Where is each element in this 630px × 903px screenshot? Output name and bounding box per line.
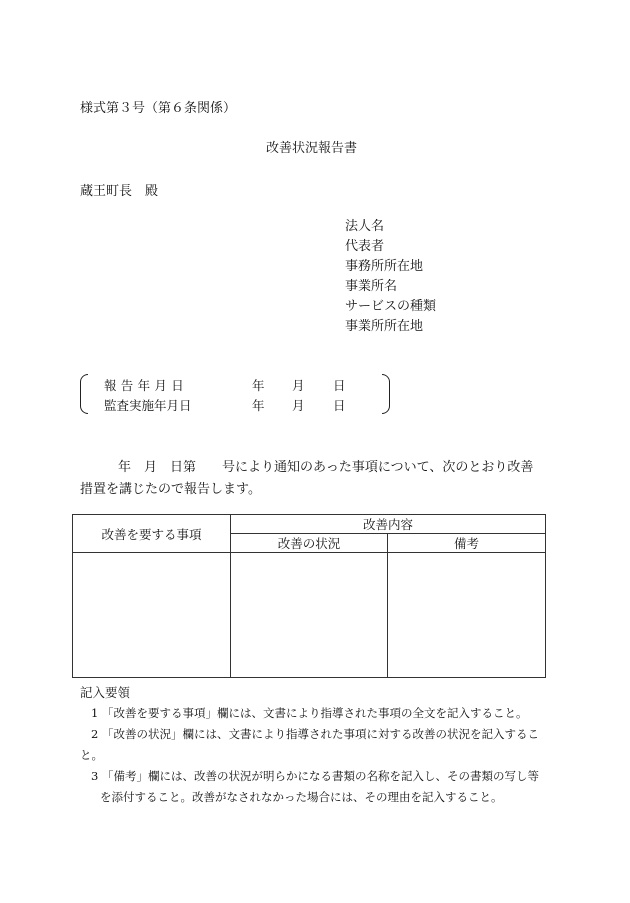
body-line-2: 措置を講じたので報告します。 <box>80 482 261 497</box>
instructions <box>80 682 560 808</box>
audit-year: 年 <box>252 398 265 413</box>
report-year: 年 <box>252 378 265 393</box>
field-business-address: 事業所所在地 <box>345 319 424 334</box>
audit-day: 日 <box>333 398 346 413</box>
col-items-header: 改善を要する事項 <box>73 515 231 553</box>
audit-date-label: 監査実施年月日 <box>104 398 192 413</box>
body-line-1: 年 月 日第 号により通知のあった事項について、次のとおり改善 <box>118 460 534 475</box>
submitter-fields <box>345 217 436 337</box>
instruction-1: 1 「改善を要する事項」欄には、文書により指導された事項の全文を記入すること。 <box>91 706 528 720</box>
improvement-table <box>72 514 546 678</box>
field-service-type: サービスの種類 <box>345 299 437 314</box>
instruction-3: 3 「備考」欄には、改善の状況が明らかになる書類の名称を記入し、その書類の写し等 <box>91 769 539 783</box>
instructions-heading: 記入要領 <box>80 685 131 700</box>
report-day: 日 <box>333 378 346 393</box>
page-title: 改善状況報告書 <box>266 141 358 156</box>
col-remarks-header: 備考 <box>388 534 546 553</box>
addressee: 蔵王町長 殿 <box>80 184 159 199</box>
field-representative: 代表者 <box>345 239 385 254</box>
report-date-label: 報告年月日 <box>104 378 189 393</box>
col-status-header: 改善の状況 <box>231 534 388 553</box>
body-text <box>80 457 560 501</box>
report-date-row <box>104 376 374 394</box>
cell-remarks[interactable] <box>388 553 546 678</box>
cell-status[interactable] <box>231 553 388 678</box>
audit-month: 月 <box>292 398 305 413</box>
form-number: 様式第３号（第６条関係） <box>80 101 237 116</box>
left-bracket <box>80 374 88 414</box>
instruction-2: 2 「改善の状況」欄には、文書により指導された事項に対する改善の状況を記入するこ <box>91 727 539 741</box>
field-office-address: 事務所所在地 <box>345 259 424 274</box>
field-corporation-name: 法人名 <box>345 219 385 234</box>
col-content-header: 改善内容 <box>231 515 546 534</box>
audit-date-row <box>104 396 374 414</box>
instruction-3-cont: を添付すること。改善がなされなかった場合には、その理由を記入すること。 <box>100 790 503 804</box>
report-month: 月 <box>292 378 305 393</box>
instruction-2-cont: と。 <box>80 748 103 762</box>
right-bracket <box>382 374 390 414</box>
cell-items[interactable] <box>73 553 231 678</box>
field-business-name: 事業所名 <box>345 279 398 294</box>
